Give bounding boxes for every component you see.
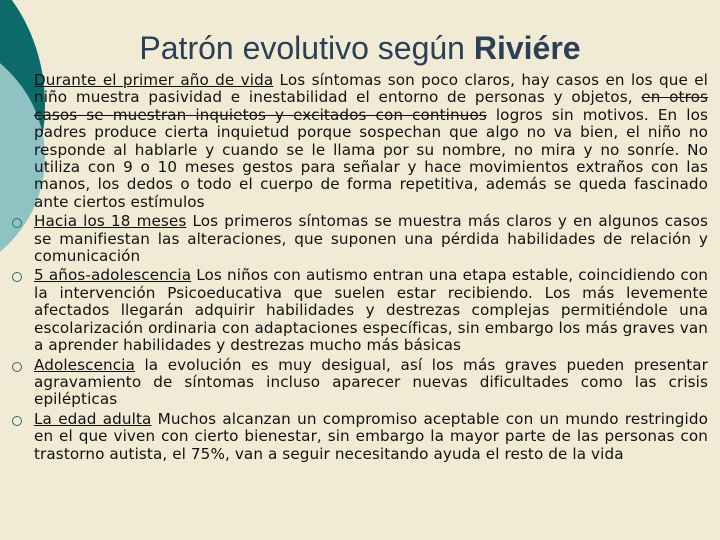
bullet-lead: 5 años-adolescencia	[34, 266, 192, 285]
bullet-text: Los niños con autismo entran una etapa estable, coincidiendo con la intervención Psicoeducativa que suelen estar recibiendo. Los más levemente afectados llegarán adquirir habilidades y destrezas complejas permitiéndole una escolarización ordinaria con adaptaciones específicas, sin embargo los más graves van a aprender habilidades y destrezas mucho más básicas	[34, 266, 709, 355]
bullet-circle-icon	[12, 362, 22, 372]
bullet-circle-icon	[12, 272, 22, 282]
bullet-item-adulthood	[34, 411, 708, 463]
bullet-text: Muchos alcanzan un compromiso aceptable con un mundo restringido en el que viven con cierto bienestar, sin embargo la mayor parte de las personas con trastorno autista, el 75%, van a seguir necesitando ayuda el resto de la vida	[34, 409, 708, 463]
slide-title-prefix: Patrón evolutivo según	[139, 30, 474, 66]
bullet-text: Los síntomas son poco claros, hay casos en los que el niño muestra pasividad e inestabilidad el entorno de personas y objetos,	[34, 71, 708, 107]
bullet-text: Los primeros síntomas se muestra más claros y en algunos casos se manifiestan las alteraciones, que suponen una pérdida habilidades de relación y comunicación	[34, 212, 708, 266]
bullet-circle-icon	[12, 416, 22, 426]
bullet-text: la evolución es muy desigual, así los más graves pueden presentar agravamiento de síntomas incluso aparecer nuevas dificultades como las crisis epilépticas	[34, 355, 708, 409]
bullet-struck-text: en otros casos se muestran inquietos y excitados con continuos	[34, 88, 708, 124]
bullet-lead: Adolescencia	[34, 355, 135, 374]
bullet-text-continued: logros sin motivos. En los padres produce cierta inquietud porque sospechan que algo no va bien, el niño no responde al hablarle y cuando se le llama por su nombre, no mira y no sonríe. No utiliza con 9 o 10 meses gestos para señalar y hace movimientos extraños con las manos, los dedos o todo el cuerpo de forma repetitiva, además se queda fascinado ante ciertos estímulos	[34, 105, 708, 211]
bullet-lead: Hacia los 18 meses	[34, 212, 187, 231]
slide-title-name: Riviére	[473, 30, 581, 66]
bullet-item-5-years	[34, 267, 708, 354]
bullet-item-18-months	[34, 213, 708, 265]
slide-title	[0, 30, 720, 67]
bullet-item-first-year	[34, 72, 708, 211]
bullet-item-adolescence	[34, 357, 708, 409]
bullet-lead: La edad adulta	[34, 409, 152, 428]
slide-content	[34, 72, 708, 465]
bullet-lead: Durante el primer año de vida	[34, 71, 274, 89]
